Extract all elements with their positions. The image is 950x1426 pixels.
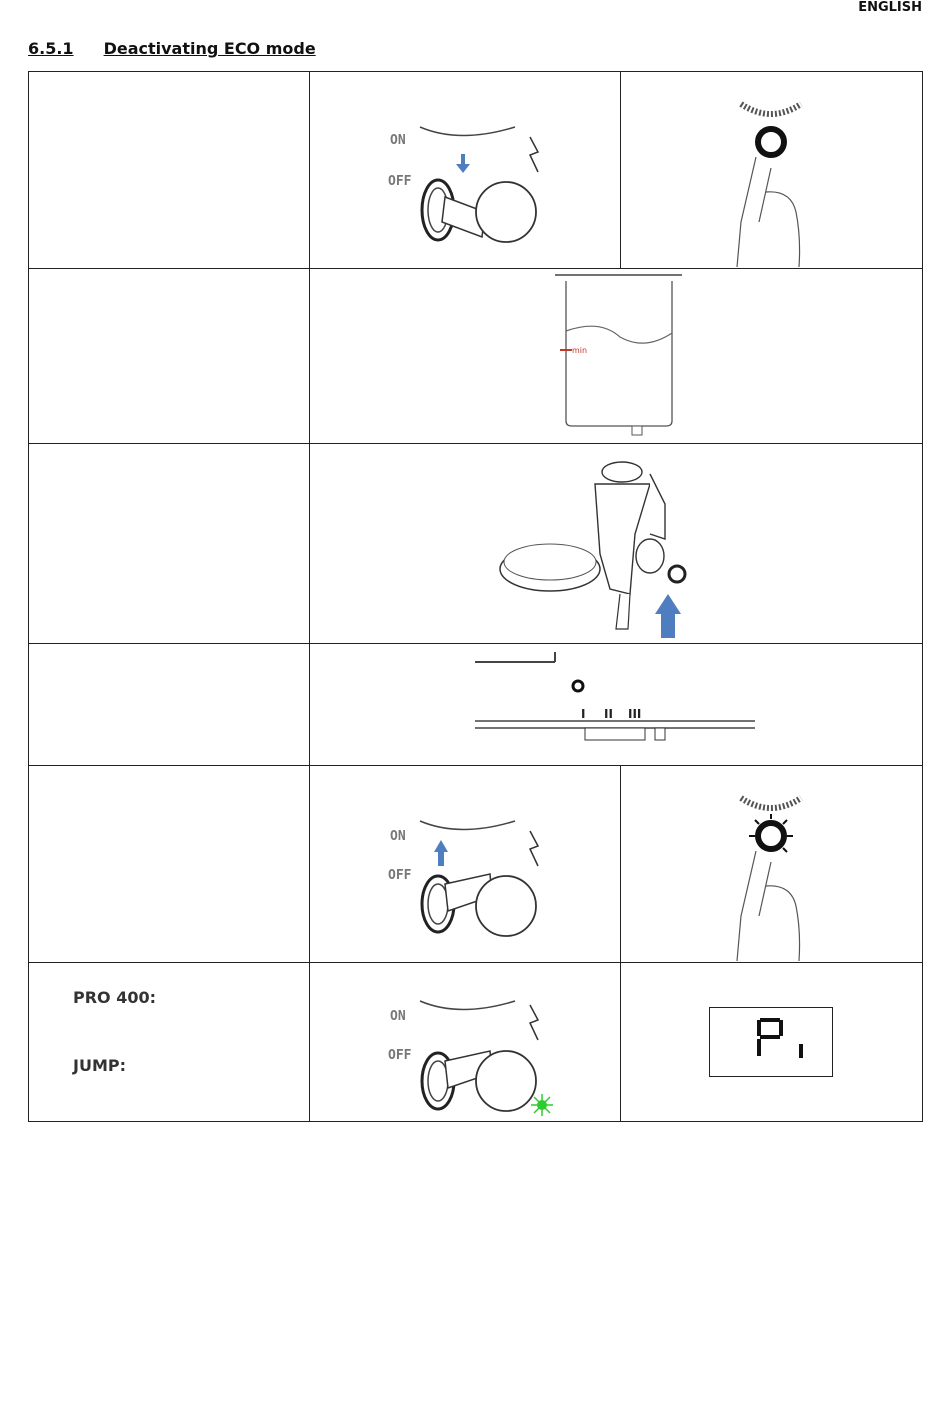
water-tank-illustration bbox=[310, 269, 922, 443]
switch-off-label: OFF bbox=[388, 174, 412, 189]
step-6-switch-cell bbox=[310, 963, 620, 1122]
switch-on-label: ON bbox=[390, 1009, 406, 1024]
step-4-text-cell bbox=[29, 644, 310, 766]
step-row-3 bbox=[29, 444, 923, 644]
green-led-icon bbox=[531, 1094, 553, 1116]
power-switch-led-illustration bbox=[310, 963, 620, 1121]
switch-off-label: OFF bbox=[388, 868, 412, 883]
power-switch-off-illustration bbox=[310, 72, 620, 268]
step-3-text-cell bbox=[29, 444, 310, 644]
steps-table bbox=[28, 71, 923, 1122]
selector-position-3: III bbox=[628, 707, 642, 721]
seven-segment-display bbox=[709, 1007, 833, 1077]
step-5-text-cell bbox=[29, 766, 310, 963]
step-2-tank-cell bbox=[310, 269, 923, 444]
section-heading bbox=[28, 39, 316, 58]
step-6-text-cell bbox=[29, 963, 310, 1122]
step-3-valve-cell bbox=[310, 444, 923, 644]
arrow-down-icon bbox=[456, 154, 470, 173]
button-press-illustration bbox=[621, 72, 923, 268]
step-2-text-cell bbox=[29, 269, 310, 444]
step-row-2 bbox=[29, 269, 923, 444]
step-4-selector-cell bbox=[310, 644, 923, 766]
step-1-button-cell bbox=[620, 72, 922, 269]
selector-position-1: I bbox=[581, 707, 586, 721]
switch-on-label: ON bbox=[390, 133, 406, 148]
segment-digits-icon bbox=[710, 1008, 832, 1076]
power-button-icon bbox=[758, 823, 784, 849]
step-5-switch-cell bbox=[310, 766, 620, 963]
step-5-button-cell bbox=[620, 766, 922, 963]
step-row-4 bbox=[29, 644, 923, 766]
switch-on-label: ON bbox=[390, 829, 406, 844]
step-1-text-cell bbox=[29, 72, 310, 269]
arrow-up-icon bbox=[434, 840, 448, 866]
min-level-label: min bbox=[572, 346, 588, 355]
step-row-6 bbox=[29, 963, 923, 1122]
step-6-display-cell bbox=[620, 963, 922, 1122]
step-row-1 bbox=[29, 72, 923, 269]
model-jump-label: JUMP: bbox=[73, 1056, 126, 1075]
steam-valve-illustration bbox=[310, 444, 922, 643]
switch-off-label: OFF bbox=[388, 1048, 412, 1063]
section-title: Deactivating ECO mode bbox=[103, 39, 316, 58]
power-switch-on-illustration bbox=[310, 766, 620, 962]
step-row-5 bbox=[29, 766, 923, 963]
arrow-up-icon bbox=[655, 594, 681, 638]
finger-icon bbox=[737, 851, 800, 961]
language-label: ENGLISH bbox=[858, 0, 922, 15]
power-button-icon bbox=[758, 129, 784, 155]
selector-panel-illustration bbox=[310, 644, 922, 765]
button-blink-illustration bbox=[621, 766, 923, 962]
model-pro-400-label: PRO 400: bbox=[73, 988, 157, 1007]
section-number: 6.5.1 bbox=[28, 39, 74, 58]
step-1-switch-cell bbox=[310, 72, 620, 269]
finger-icon bbox=[737, 157, 800, 267]
selector-position-2: II bbox=[604, 707, 614, 721]
